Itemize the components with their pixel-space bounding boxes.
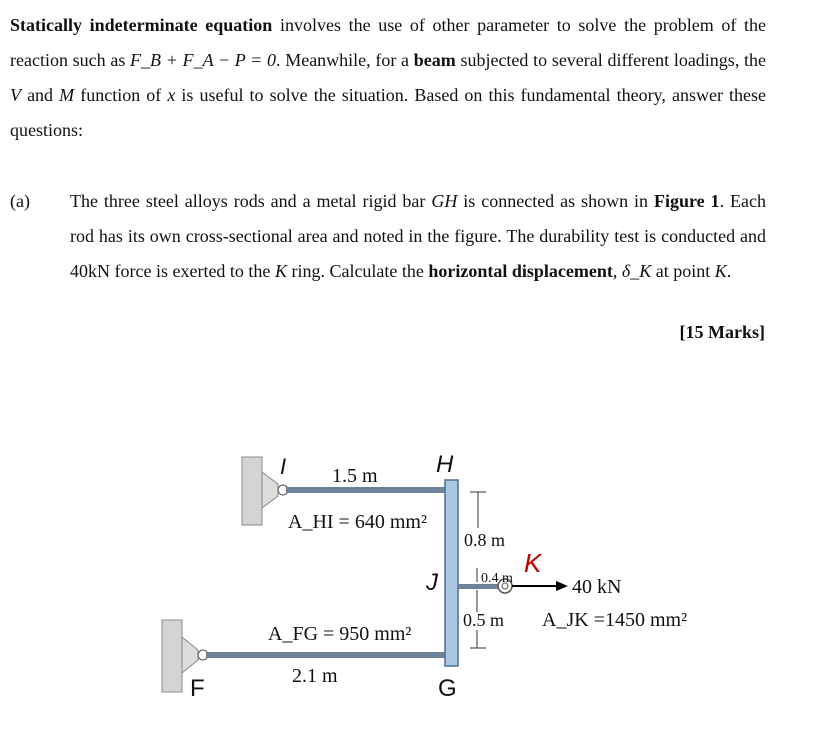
label-g: G [438, 675, 457, 702]
intro-text: is useful to solve the situation. Based on this fundamental theory, answer these questions: [10, 85, 766, 140]
label-area-fg: A_FG = 950 mm² [268, 623, 412, 645]
question-part: . Each rod has its own cross-sectional area and noted in the figure. The durability test is conducted and 40kN force is exerted to the [70, 191, 766, 281]
label-len-hi: 1.5 m [332, 465, 378, 487]
label-k: K [524, 548, 542, 578]
question-part: The three steel alloys rods and a metal rigid bar [70, 191, 432, 211]
figure-reference: Figure 1 [653, 191, 720, 211]
symbol-gh: GH [431, 191, 458, 211]
symbol-v: V [10, 85, 21, 105]
label-area-hi: A_HI = 640 mm² [288, 511, 427, 533]
question-part: ring. Calculate the [286, 261, 429, 281]
force-arrowhead [556, 581, 568, 591]
rod-hi [286, 487, 446, 493]
symbol-m: M [59, 85, 75, 105]
question-part: , [612, 261, 622, 281]
reaction-equation: F_B + F_A − P = 0 [130, 50, 276, 70]
question-text [70, 184, 766, 289]
question-part: . [726, 261, 732, 281]
wall-support-f [162, 620, 182, 692]
label-area-jk: A_JK =1450 mm² [542, 609, 688, 631]
question-label: (a) [10, 191, 30, 211]
rigid-bar-gh [445, 480, 458, 666]
symbol-delta-k: δ_K [621, 261, 652, 281]
intro-text: involves the use of other parameter to solve the problem of the reaction such as [10, 15, 766, 70]
symbol-k: K [714, 261, 727, 281]
intro-text: . Meanwhile, for a [276, 50, 414, 70]
label-f: F [190, 675, 205, 702]
symbol-x: x [167, 85, 176, 105]
intro-paragraph [10, 8, 766, 148]
intro-term-beam: beam [413, 50, 456, 70]
figure-1 [150, 440, 710, 715]
wall-support-i [242, 457, 262, 525]
marks-label: [15 Marks] [679, 322, 765, 342]
rod-fg [206, 652, 446, 658]
question-part: at point [651, 261, 715, 281]
intro-text: function of [74, 85, 168, 105]
label-len-fg: 2.1 m [292, 665, 338, 687]
label-h: H [436, 451, 454, 478]
question-part: is connected as shown in [457, 191, 654, 211]
intro-text: and [21, 85, 60, 105]
term-horizontal-displacement: horizontal displacement [428, 261, 613, 281]
symbol-k: K [274, 261, 287, 281]
intro-term: Statically indeterminate equation [10, 15, 273, 35]
bracket-i [262, 472, 278, 508]
bracket-f [182, 637, 198, 673]
label-len-hk: 0.8 m [464, 530, 506, 550]
label-force: 40 kN [572, 576, 622, 598]
label-j: J [426, 569, 438, 596]
intro-text: subjected to several different loadings, the [455, 50, 767, 70]
label-len-jk: 0.4 m [481, 571, 513, 586]
label-i: I [280, 454, 287, 479]
label-len-jg: 0.5 m [463, 610, 505, 630]
